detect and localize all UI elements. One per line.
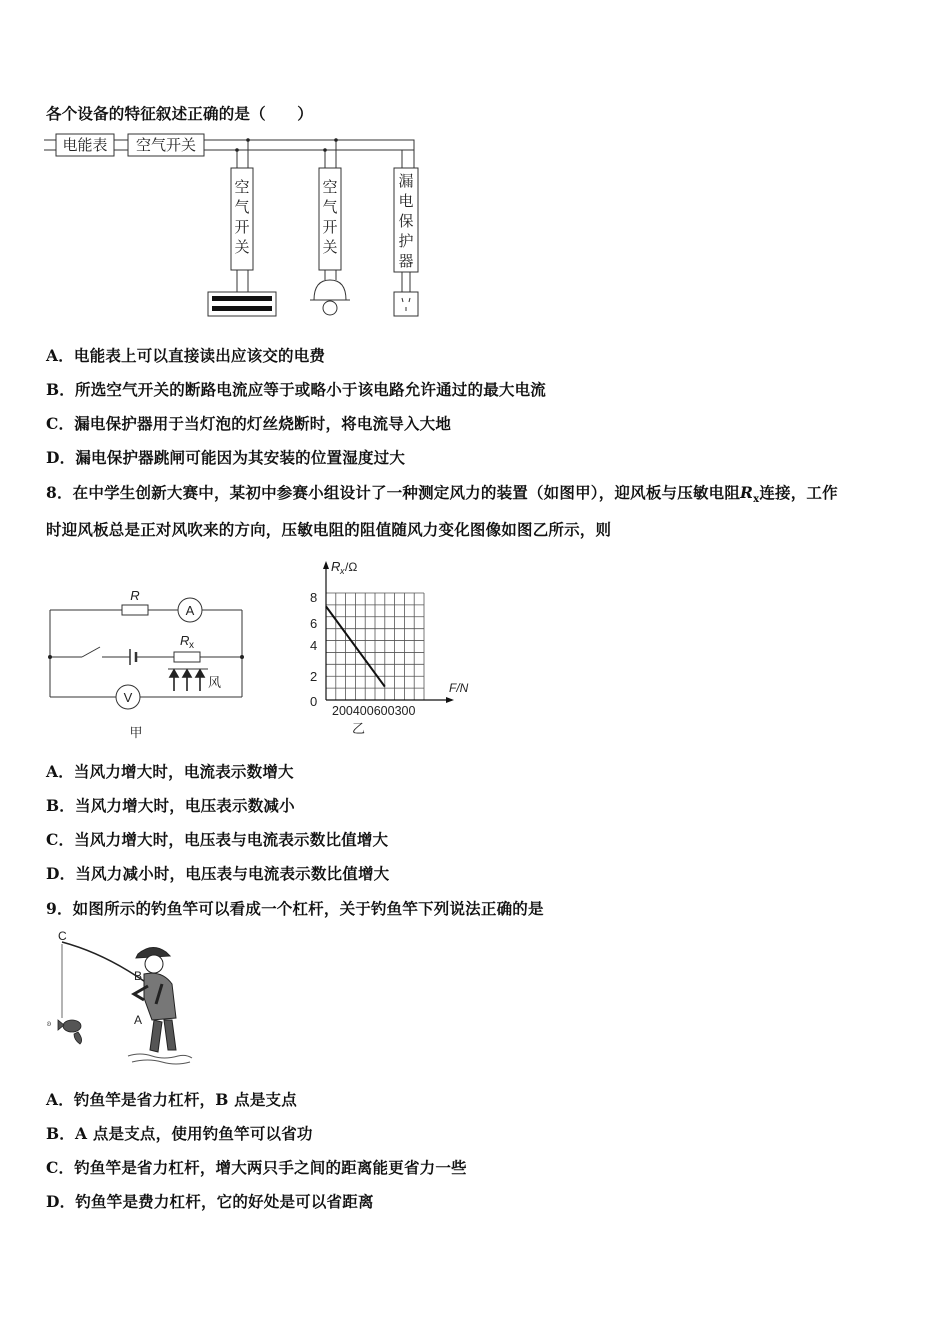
socket-icon [394, 292, 418, 316]
rx-vs-force-chart [300, 555, 480, 740]
branch1-char-4: 关 [234, 239, 250, 256]
branch1-char-3: 开 [234, 219, 250, 236]
chart-xlabel: F/N [449, 681, 469, 695]
chart-ytick-0: 0 [310, 694, 318, 709]
resistor-r-label: R [130, 588, 140, 603]
q8-option-d: D．当风力减小时，电压表与电流表示数比值增大 [46, 864, 390, 883]
meter-label: 电能表 [62, 137, 108, 154]
chart-axes [323, 561, 454, 703]
wind-arrows-icon [170, 670, 204, 691]
q9-option-b: B．A 点是支点，使用钓鱼竿可以省功 [46, 1124, 313, 1143]
chart-ylabel: R [331, 559, 341, 574]
chart-ytick-6: 6 [310, 616, 318, 631]
q8-stem-part1: 8．在中学生创新大赛中，某初中参赛小组设计了一种测定风力的装置（如图甲），迎风板与压敏电阻 [46, 483, 741, 502]
q7-option-d: D．漏电保护器跳闸可能因为其安装的位置湿度过大 [46, 448, 406, 467]
main-switch-label: 空气开关 [135, 137, 197, 154]
q7-household-circuit-figure [44, 130, 434, 322]
branch3-char-2: 电 [398, 193, 414, 210]
resistor-rx-label: R [180, 633, 190, 648]
q8-stem-var: R [740, 483, 754, 502]
label-a: A [134, 1013, 143, 1027]
branch2-char-1: 空 [322, 179, 338, 196]
label-c: C [58, 929, 67, 943]
fig-yi-caption: 乙 [352, 721, 366, 736]
q8-stem-line1 [46, 481, 838, 505]
chart-ylabel-unit: /Ω [345, 560, 358, 574]
fish-icon [58, 1020, 82, 1044]
q7-option-c: C．漏电保护器用于当灯泡的灯丝烧断时，将电流导入大地 [46, 414, 452, 433]
wind-force-circuit-figure [44, 585, 250, 743]
branch3-char-3: 保 [398, 213, 414, 230]
chart-ytick-2: 2 [310, 669, 318, 684]
voltmeter-icon: V [123, 690, 133, 705]
branch3-char-4: 护 [398, 233, 414, 250]
fig-jia-caption: 甲 [129, 725, 143, 740]
fisherman-icon [128, 947, 192, 1064]
q8-stem-var-sub: x [753, 494, 760, 506]
q7-option-b: B．所选空气开关的断路电流应等于或略小于该电路允许通过的最大电流 [46, 380, 547, 399]
branch3-char-5: 器 [398, 253, 414, 270]
q8-stem-line2: 时迎风板总是正对风吹来的方向，压敏电阻的阻值随风力变化图像如图乙所示，则 [46, 520, 612, 539]
resistor-rx-sub: x [189, 640, 194, 651]
chart-ytick-8: 8 [310, 590, 318, 605]
ammeter-icon: A [185, 603, 195, 618]
branch2-char-4: 关 [322, 239, 338, 256]
fishing-rod-figure [44, 928, 194, 1070]
fish-mark: ʚ [47, 1019, 52, 1028]
q7-option-a: A．电能表上可以直接读出应该交的电费 [46, 346, 326, 365]
q8-option-b: B．当风力增大时，电压表示数减小 [46, 796, 295, 815]
chart-x-axis-arrow [446, 697, 454, 703]
q9-stem: 9．如图所示的钓鱼竿可以看成一个杠杆，关于钓鱼竿下列说法正确的是 [46, 899, 544, 918]
chart-ylabel-sub: x [340, 566, 345, 576]
chart-y-axis-arrow [323, 561, 329, 569]
q8-option-a: A．当风力增大时，电流表示数增大 [46, 762, 294, 781]
q9-option-a: A．钓鱼竿是省力杠杆，B 点是支点 [46, 1090, 297, 1109]
q9-option-c: C．钓鱼竿是省力杠杆，增大两只手之间的距离能更省力一些 [46, 1158, 467, 1177]
chart-grid [326, 593, 424, 700]
label-b: B [134, 969, 143, 983]
branch2-char-2: 气 [322, 199, 338, 216]
q7-stem: 各个设备的特征叙述正确的是（ ） [46, 104, 313, 123]
q8-option-c: C．当风力增大时，电压表与电流表示数比值增大 [46, 830, 389, 849]
branch1-char-1: 空 [234, 179, 250, 196]
q8-stem-part2: 连接，工作 [759, 483, 838, 502]
heater-icon [208, 292, 276, 316]
chart-ytick-4: 4 [310, 638, 318, 653]
lamp-icon [310, 280, 350, 315]
branch1-char-2: 气 [234, 199, 250, 216]
branch2-char-3: 开 [322, 219, 338, 236]
q9-option-d: D．钓鱼竿是费力杠杆，它的好处是可以省距离 [46, 1192, 374, 1211]
chart-xticks: 200400600300 [332, 704, 416, 718]
branch3-char-1: 漏 [398, 173, 414, 190]
wind-label: 风 [208, 675, 222, 690]
